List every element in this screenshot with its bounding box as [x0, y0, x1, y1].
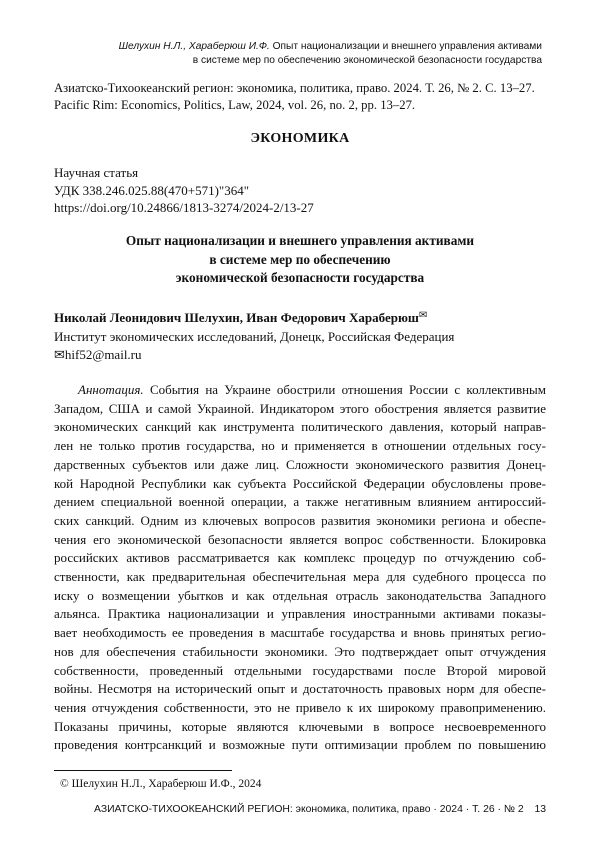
- abstract-line: иску о возмещении убытков и как отдельная отрасль законодательства Западного: [54, 587, 546, 603]
- abstract-line: Показаны причины, которые являются ключевыми в вопросе несвоевременного: [54, 718, 546, 734]
- page-number: 13: [534, 804, 546, 815]
- running-head-authors: Шелухин Н.Л., Хараберюш И.Ф.: [118, 41, 270, 52]
- copyright-footnote: © Шелухин Н.Л., Хараберюш И.Ф., 2024: [60, 778, 262, 790]
- abstract-line: российских активов рассматривается как комплекс процедур по отчуждению соб-: [54, 550, 546, 566]
- authors-line: [54, 309, 427, 329]
- abstract-line: экономических санкций как инструмента политического давления, который направ-: [54, 419, 546, 435]
- title-line: Опыт национализации и внешнего управления активами: [125, 233, 475, 248]
- title-line: в системе мер по обеспечению: [209, 251, 391, 267]
- doi-link[interactable]: https://doi.org/10.24866/1813-3274/2024-2/13-27: [54, 200, 314, 215]
- abstract-line: чения отчуждения собственности, это не привело к их широкому правоприменению.: [54, 699, 546, 715]
- udc-code: УДК 338.246.025.88(470+571)"364": [54, 182, 250, 198]
- abstract-line: нов для обеспечения стабильности экономики. Это подтверждает опыт отчуждения: [54, 643, 546, 659]
- abstract-line: альянса. Практика национализации и управления иностранными активами показы-: [54, 606, 546, 622]
- author-email[interactable]: hif52@mail.ru: [64, 347, 142, 362]
- envelope-icon: ✉: [54, 347, 65, 362]
- running-head: [60, 40, 542, 67]
- abstract-line: [54, 381, 546, 400]
- running-head-title-2: в системе мер по обеспечению экономической безопасности государства: [192, 54, 542, 66]
- abstract-line: проведения контрсанкций и возможные пути оптимизации проблем по повышению: [54, 737, 546, 753]
- footnote-divider: [54, 770, 232, 771]
- abstract-line: ственности, как предварительная обеспечительная мера для судебного процесса по: [54, 569, 546, 585]
- abstract-line: кой Народной Республики как субъекта Российской Федерации обусловлены прове-: [54, 475, 546, 491]
- abstract: [54, 381, 546, 755]
- article-title: [0, 232, 600, 288]
- abstract-line: дением специальной военной операции, а также негативным влиянием антироссий-: [54, 494, 546, 510]
- envelope-icon: ✉: [418, 310, 428, 321]
- abstract-line: чения его экономической безопасности является вопрос собственности. Блокировка: [54, 531, 546, 547]
- abstract-line: собственности, проведенный отдельными государствами после Второй мировой: [54, 662, 546, 678]
- footer-journal: АЗИАТСКО-ТИХООКЕАНСКИЙ РЕГИОН: экономика, политика, право · 2024 · Т. 26 · № 2: [94, 804, 524, 815]
- citation-ru: Азиатско-Тихоокеанский регион: экономика, политика, право. 2024. Т. 26, № 2. С. 13–27.: [54, 81, 535, 95]
- email-line: [54, 346, 142, 364]
- affiliation: Институт экономических исследований, Донецк, Российская Федерация: [54, 329, 455, 344]
- article-meta: [54, 164, 314, 217]
- article-type: Научная статья: [54, 165, 139, 180]
- citation-en: Pacific Rim: Economics, Politics, Law, 2024, vol. 26, no. 2, pp. 13–27.: [54, 98, 416, 112]
- citation-block: [54, 80, 560, 114]
- abstract-label: Аннотация.: [78, 382, 144, 397]
- abstract-line: дарственных субъектов или даже лиц. Сложности экономического развития Донец-: [54, 456, 546, 472]
- abstract-line: лен не только против государства, но и применяется в отношении отдельных госу-: [54, 438, 546, 454]
- abstract-text: События на Украине обострили отношения России с коллективным: [143, 382, 546, 397]
- abstract-line: ских санкций. Одним из ключевых вопросов развития экономики региона и обеспе-: [54, 512, 546, 528]
- section-rubric: ЭКОНОМИКА: [250, 131, 350, 146]
- abstract-line: Западом, США и самой Украиной. Индикатором этого обострения является развитие: [54, 400, 546, 416]
- running-head-title-1: Опыт национализации и внешнего управления активами: [272, 41, 542, 52]
- author-names: Николай Леонидович Шелухин, Иван Федорович Хараберюш: [54, 310, 419, 325]
- title-line: экономической безопасности государства: [175, 270, 425, 285]
- abstract-line: войны. Несмотря на исторический опыт и достаточность правовых норм для обеспе-: [54, 681, 546, 697]
- abstract-line: вает необходимость ее проведения в масштабе государства и вновь принятых регио-: [54, 625, 546, 641]
